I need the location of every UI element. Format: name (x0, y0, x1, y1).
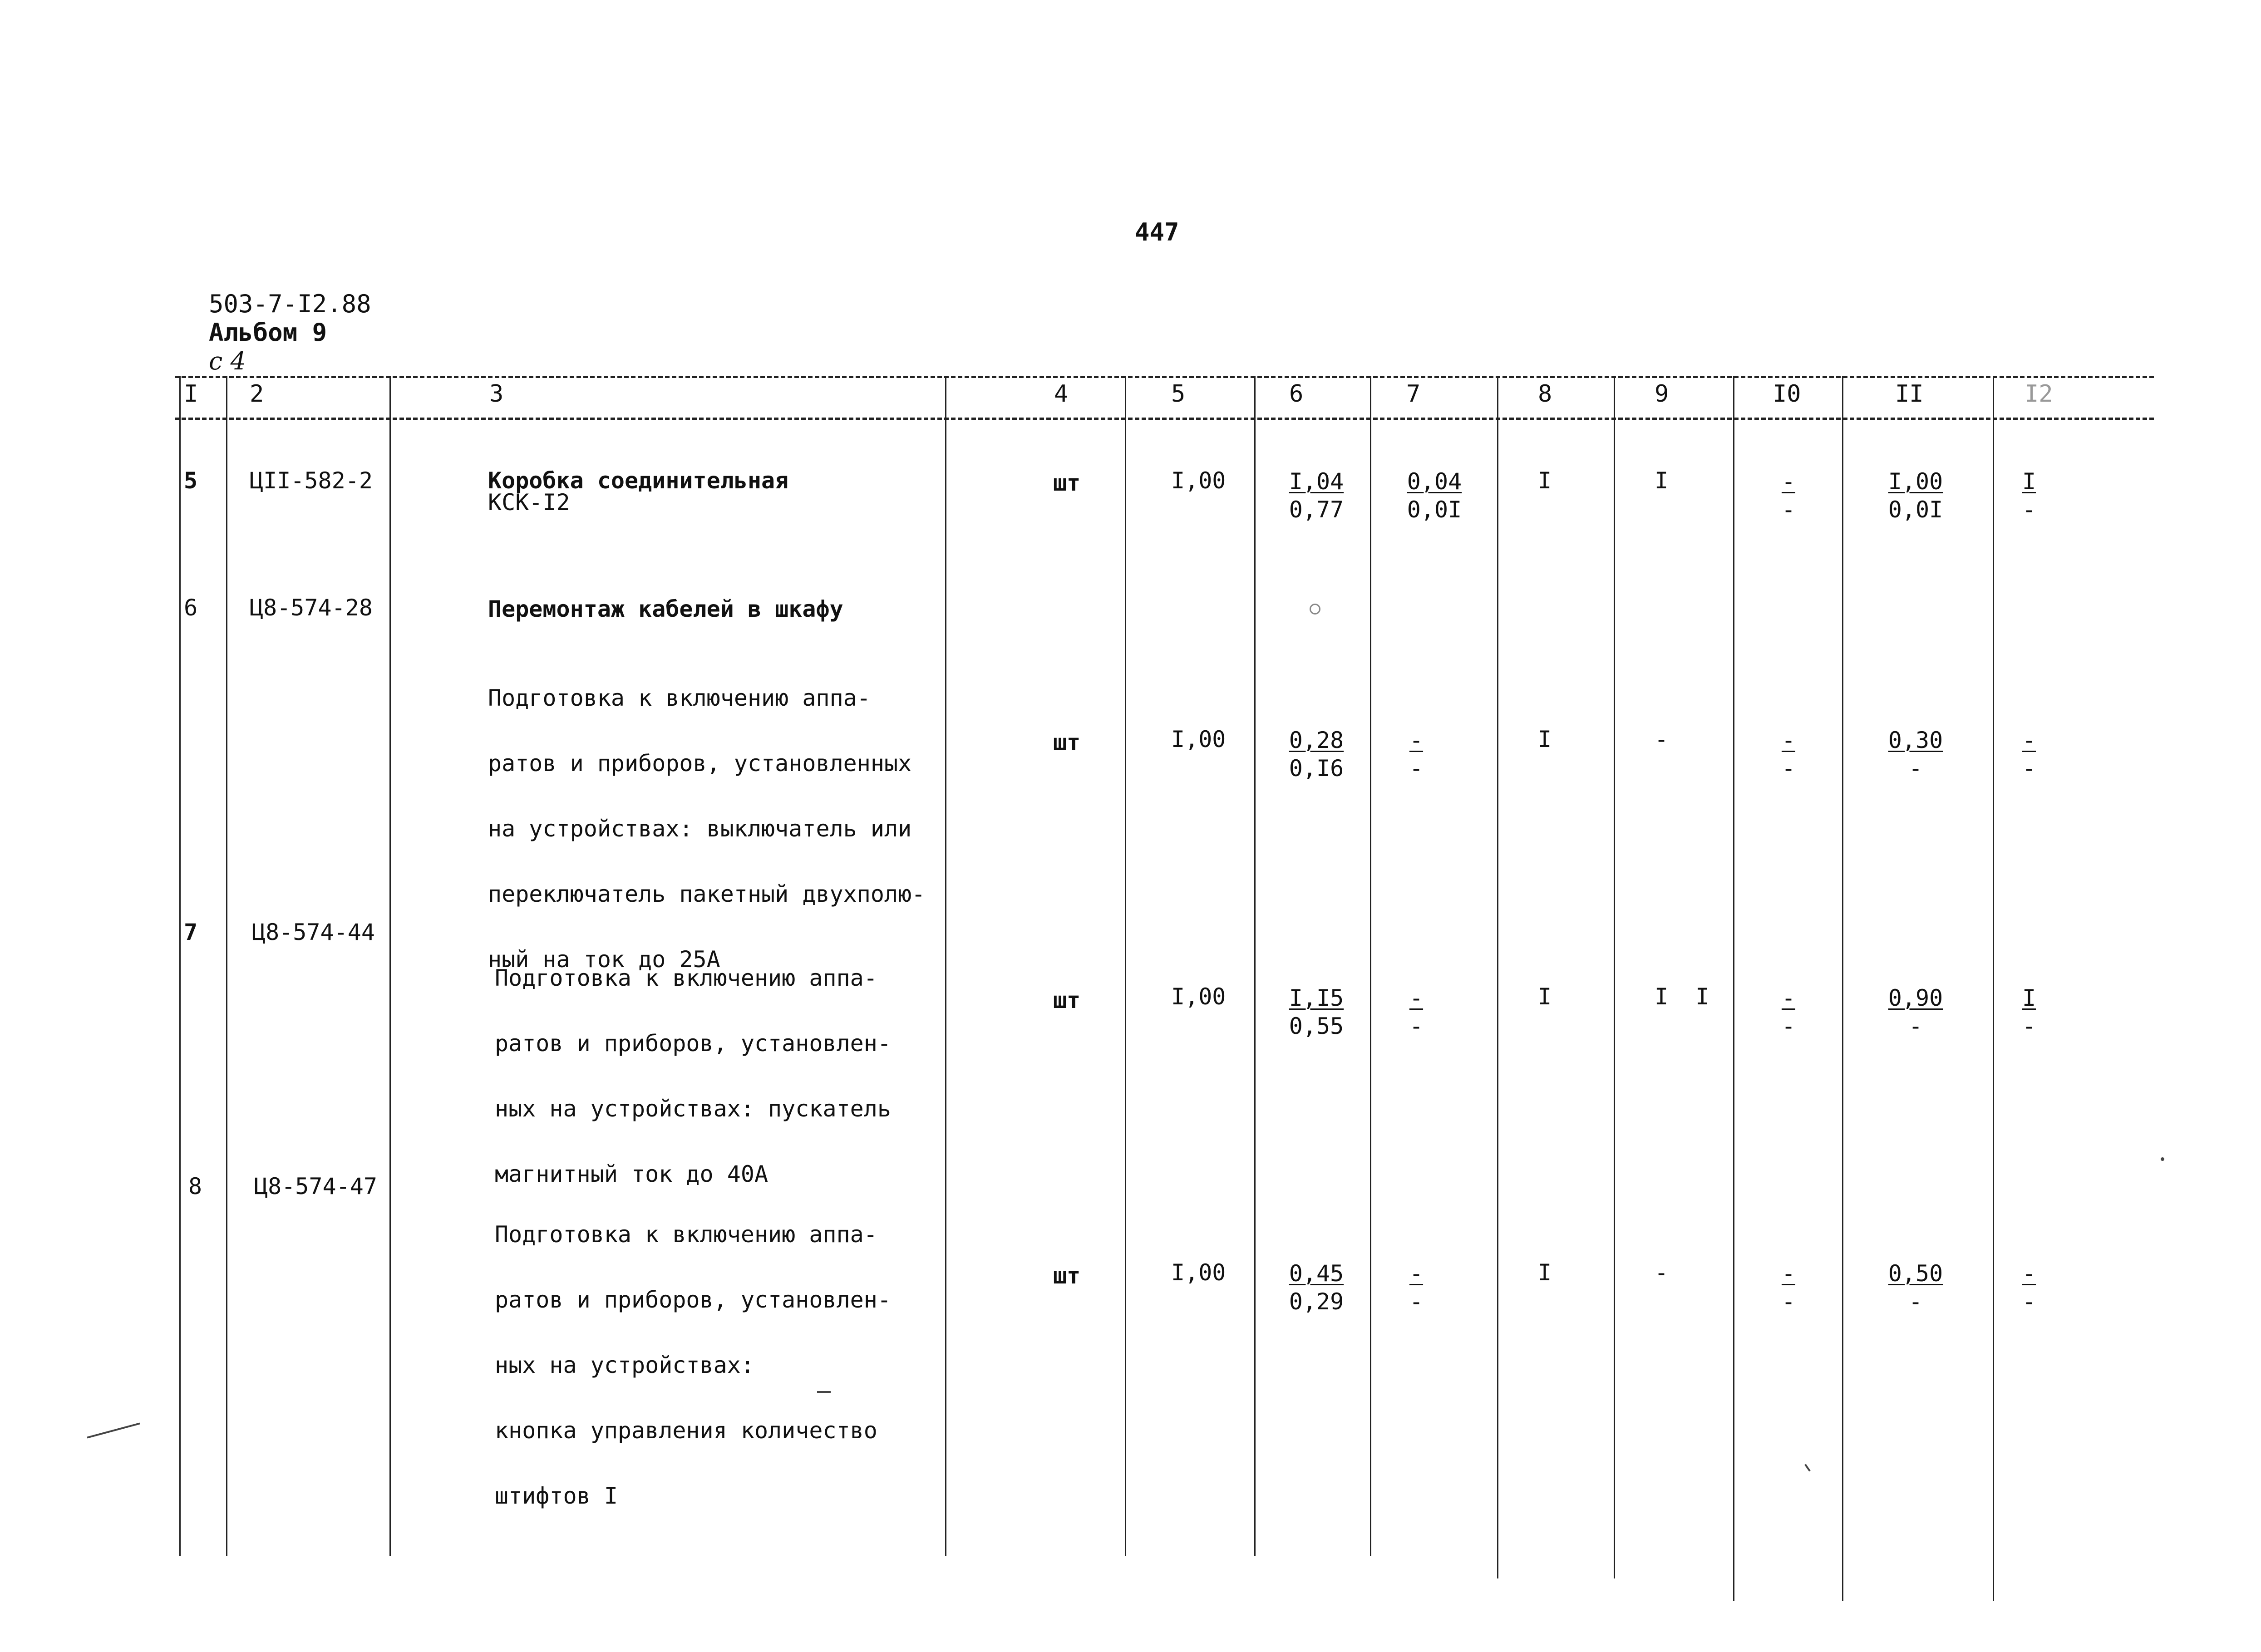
numerator: I (2022, 985, 2036, 1011)
desc-line: магнитный ток до 40А (495, 1161, 768, 1187)
column-divider (1993, 376, 1994, 1601)
numerator: 0,45 (1289, 1260, 1344, 1287)
column-header-9: 9 (1655, 380, 1669, 408)
column-divider (389, 376, 391, 1556)
numerator: I (2022, 468, 2036, 495)
handwritten-note: с 4 (209, 347, 246, 375)
denominator: - (1409, 1288, 1424, 1315)
col11-fraction (1879, 984, 1952, 1040)
desc-line: ратов и приборов, установлен- (495, 1030, 891, 1057)
numerator: - (1409, 1260, 1424, 1287)
col7-fraction (1398, 467, 1471, 524)
denominator: 0,I6 (1289, 755, 1344, 782)
numerator: - (2022, 1260, 2036, 1287)
desc-line: штифтов I (495, 1483, 618, 1509)
row-number: 7 (184, 919, 198, 945)
col6-fraction (1280, 467, 1353, 524)
column-divider (179, 376, 181, 1556)
column-divider (1733, 376, 1734, 1601)
column-header-4: 4 (1054, 380, 1069, 408)
column-header-2: 2 (250, 380, 264, 408)
header-top-rule (175, 376, 2154, 378)
column-divider (226, 376, 227, 1556)
col11-fraction (1879, 1259, 1952, 1316)
numerator: - (1781, 727, 1796, 753)
column-header-10: I0 (1773, 380, 1801, 408)
norm-code: Ц8-574-44 (252, 919, 375, 945)
column-header-7: 7 (1406, 380, 1421, 408)
norm-code: Ц8-574-47 (254, 1173, 377, 1200)
col6-fraction (1280, 726, 1353, 782)
numerator: - (1781, 985, 1796, 1011)
quantity: I,00 (1171, 1259, 1226, 1286)
scan-speck (1310, 604, 1320, 615)
col12-fraction (2002, 467, 2056, 524)
denominator: - (1908, 1013, 1923, 1039)
column-divider (1497, 376, 1498, 1578)
column-header-1: I (184, 380, 198, 408)
numerator: I,I5 (1289, 985, 1344, 1011)
col10-fraction (1761, 984, 1816, 1040)
desc-line: переключатель пакетный двухполю- (488, 881, 926, 907)
numerator: 0,90 (1888, 985, 1943, 1011)
item-description (495, 1180, 891, 1550)
numerator: - (1409, 985, 1424, 1011)
column-header-11: II (1895, 380, 1924, 408)
col6-fraction (1280, 1259, 1353, 1316)
column-divider (1614, 376, 1615, 1578)
col11-fraction (1879, 726, 1952, 782)
desc-line: Подготовка к включению аппа- (495, 965, 877, 991)
col9-value: I I (1655, 983, 1709, 1010)
album-label: Альбом 9 (209, 318, 327, 347)
col7-fraction (1389, 984, 1443, 1040)
scan-speck (87, 1423, 140, 1439)
col10-fraction (1761, 1259, 1816, 1316)
denominator: 0,77 (1289, 497, 1344, 523)
desc-line: Подготовка к включению аппа- (488, 685, 871, 711)
desc-line: ратов и приборов, установленных (488, 750, 912, 777)
numerator: I,00 (1888, 468, 1943, 495)
col6-fraction (1280, 984, 1353, 1040)
col8-value: I (1538, 726, 1552, 752)
denominator: - (1908, 755, 1923, 782)
desc-line: ратов и приборов, установлен- (495, 1287, 891, 1313)
numerator: 0,50 (1888, 1260, 1943, 1287)
denominator: - (2022, 497, 2036, 523)
column-divider (1254, 376, 1256, 1556)
desc-line: ный на ток до 25А (488, 946, 720, 973)
numerator: - (1781, 468, 1796, 495)
col12-fraction (2002, 1259, 2056, 1316)
denominator: - (2022, 1288, 2036, 1315)
unit: шт (1053, 987, 1081, 1013)
column-header-5: 5 (1171, 380, 1186, 408)
denominator: 0,55 (1289, 1013, 1344, 1039)
row-number: 5 (184, 467, 198, 494)
denominator: - (1781, 1288, 1796, 1315)
col10-fraction (1761, 467, 1816, 524)
column-divider (945, 376, 946, 1556)
desc-line: ных на устройствах: (495, 1352, 754, 1378)
col12-fraction (2002, 726, 2056, 782)
header-bottom-rule (175, 418, 2154, 420)
item-title: Перемонтаж кабелей в шкафу (488, 596, 843, 622)
denominator: 0,29 (1289, 1288, 1344, 1315)
numerator: - (2022, 727, 2036, 753)
column-header-3: 3 (489, 380, 504, 408)
column-divider (1125, 376, 1126, 1556)
numerator: I,04 (1289, 468, 1344, 495)
scan-speck (1804, 1464, 1811, 1471)
unit: шт (1053, 470, 1081, 496)
scan-speck (817, 1391, 831, 1393)
row-number: 8 (188, 1173, 202, 1200)
norm-code: ЦII-582-2 (250, 467, 373, 494)
numerator: 0,30 (1888, 727, 1943, 753)
column-header-8: 8 (1538, 380, 1552, 408)
denominator: - (1409, 755, 1424, 782)
col7-fraction (1389, 1259, 1443, 1316)
numerator: - (1781, 1260, 1796, 1287)
denominator: - (1781, 497, 1796, 523)
denominator: 0,0I (1407, 497, 1462, 523)
desc-line: ных на устройствах: пускатель (495, 1096, 891, 1122)
col9-value: I (1655, 467, 1669, 494)
desc-line: КСК-I2 (488, 489, 570, 516)
document-reference (179, 261, 371, 375)
unit: шт (1053, 729, 1081, 756)
desc-line: на устройствах: выключатель или (488, 816, 912, 842)
denominator: - (1409, 1013, 1424, 1039)
col7-fraction (1389, 726, 1443, 782)
item-description (488, 489, 570, 516)
quantity: I,00 (1171, 726, 1226, 752)
unit: шт (1053, 1263, 1081, 1289)
norm-code: Ц8-574-28 (250, 595, 373, 621)
desc-line: Подготовка к включению аппа- (495, 1221, 877, 1248)
denominator: - (2022, 1013, 2036, 1039)
col11-fraction (1879, 467, 1952, 524)
doc-code: 503-7-I2.88 (209, 290, 371, 318)
numerator: - (1409, 727, 1424, 753)
page-number: 447 (1135, 218, 1179, 246)
desc-line: кнопка управления количество (495, 1417, 877, 1444)
col9-value: - (1655, 726, 1669, 752)
quantity: I,00 (1171, 467, 1226, 494)
quantity: I,00 (1171, 983, 1226, 1010)
numerator: 0,04 (1407, 468, 1462, 495)
denominator: - (2022, 755, 2036, 782)
col12-fraction (2002, 984, 2056, 1040)
column-divider (1370, 376, 1371, 1556)
row-number: 6 (184, 595, 198, 621)
item-title: Коробка соединительная (488, 467, 789, 494)
col8-value: I (1538, 467, 1552, 494)
col10-fraction (1761, 726, 1816, 782)
denominator: - (1781, 755, 1796, 782)
numerator: 0,28 (1289, 727, 1344, 753)
denominator: - (1908, 1288, 1923, 1315)
column-divider (1842, 376, 1843, 1601)
column-header-12: I2 (2025, 380, 2053, 408)
col9-value: - (1655, 1259, 1669, 1286)
col8-value: I (1538, 983, 1552, 1010)
col8-value: I (1538, 1259, 1552, 1286)
denominator: - (1781, 1013, 1796, 1039)
denominator: 0,0I (1888, 497, 1943, 523)
scan-speck (2161, 1157, 2164, 1161)
column-header-6: 6 (1289, 380, 1304, 408)
